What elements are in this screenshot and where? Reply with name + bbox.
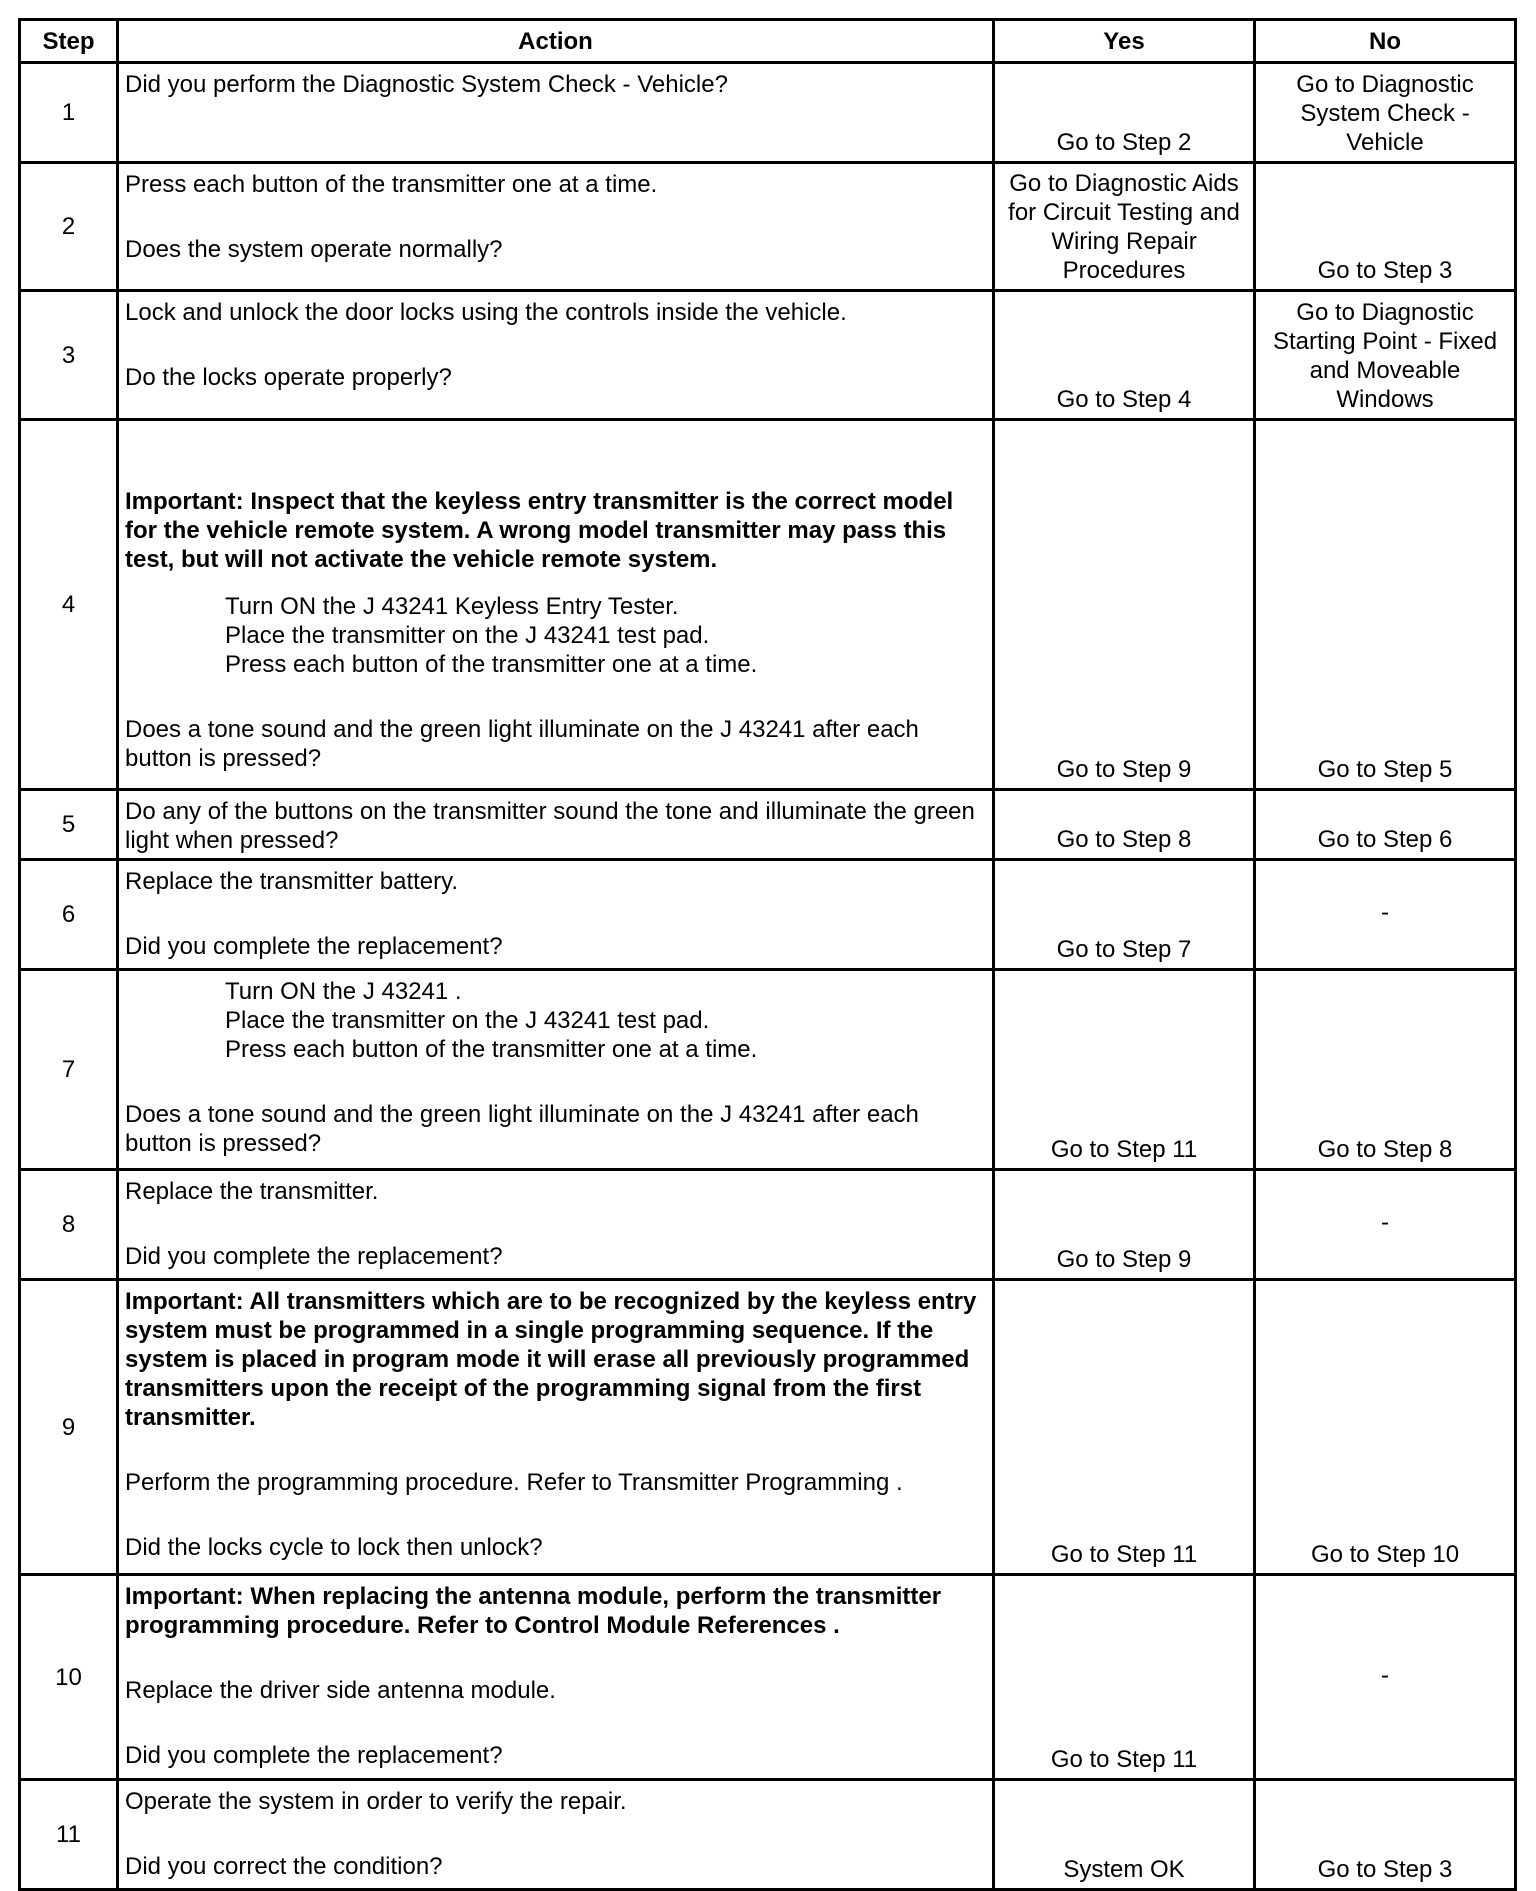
- diagnostic-table: [18, 18, 1517, 1891]
- action-text: Perform the programming procedure. Refer to Transmitter Programming .: [125, 1469, 903, 1496]
- important-note: Important: Inspect that the keyless entry transmitter is the correct model for the vehicle remote system. A wrong model transmitter may pass this test, but will not activate the vehicle remote system.: [125, 488, 954, 573]
- table-row: [20, 1575, 1516, 1780]
- table-row: [20, 1280, 1516, 1575]
- header-step: Step: [20, 20, 118, 63]
- action-text: Replace the transmitter battery.: [125, 868, 459, 895]
- table-row: [20, 790, 1516, 860]
- action-cell: [118, 1780, 994, 1890]
- yes-cell: Go to Step 8: [994, 790, 1255, 860]
- yes-cell: Go to Step 9: [994, 1170, 1255, 1280]
- table-row: [20, 1170, 1516, 1280]
- yes-cell: Go to Step 11: [994, 1280, 1255, 1575]
- action-question: Do the locks operate properly?: [125, 364, 452, 391]
- action-text: Replace the transmitter.: [125, 1178, 379, 1205]
- table-row: [20, 163, 1516, 291]
- table-row: [20, 291, 1516, 420]
- step-number: 5: [20, 790, 118, 860]
- no-cell: -: [1255, 1575, 1516, 1780]
- important-note: Important: When replacing the antenna module, perform the transmitter programming procedure. Refer to Control Module References .: [125, 1583, 942, 1639]
- no-cell: Go to Step 6: [1255, 790, 1516, 860]
- action-cell: [118, 163, 994, 291]
- table-row: [20, 860, 1516, 970]
- no-cell: Go to Diagnostic Starting Point - Fixed and Moveable Windows: [1255, 291, 1516, 420]
- instruction-line: Place the transmitter on the J 43241 test pad.: [225, 1007, 710, 1034]
- step-number: 7: [20, 970, 118, 1170]
- action-cell: [118, 291, 994, 420]
- action-cell: [118, 63, 994, 163]
- action-question: Did you perform the Diagnostic System Check - Vehicle?: [125, 71, 728, 98]
- step-number: 9: [20, 1280, 118, 1575]
- instruction-line: Turn ON the J 43241 Keyless Entry Tester.: [225, 593, 679, 620]
- instruction-line: Press each button of the transmitter one at a time.: [225, 651, 758, 678]
- table-row: [20, 63, 1516, 163]
- header-yes: Yes: [994, 20, 1255, 63]
- step-number: 4: [20, 420, 118, 790]
- action-cell: [118, 1170, 994, 1280]
- step-number: 8: [20, 1170, 118, 1280]
- yes-cell: System OK: [994, 1780, 1255, 1890]
- action-question: Did you correct the condition?: [125, 1853, 443, 1880]
- no-cell: Go to Step 5: [1255, 420, 1516, 790]
- action-question: Does the system operate normally?: [125, 236, 503, 263]
- no-cell: Go to Step 8: [1255, 970, 1516, 1170]
- yes-cell: Go to Step 4: [994, 291, 1255, 420]
- action-question: Does a tone sound and the green light illuminate on the J 43241 after each button is pressed?: [125, 716, 919, 772]
- yes-cell: Go to Diagnostic Aids for Circuit Testing and Wiring Repair Procedures: [994, 163, 1255, 291]
- yes-cell: Go to Step 11: [994, 1575, 1255, 1780]
- action-cell: [118, 420, 994, 790]
- step-number: 3: [20, 291, 118, 420]
- no-cell: Go to Step 10: [1255, 1280, 1516, 1575]
- header-row: [20, 20, 1516, 63]
- yes-cell: Go to Step 7: [994, 860, 1255, 970]
- no-cell: Go to Step 3: [1255, 163, 1516, 291]
- instruction-line: Press each button of the transmitter one at a time.: [225, 1036, 758, 1063]
- step-number: 1: [20, 63, 118, 163]
- important-note: Important: All transmitters which are to be recognized by the keyless entry system must be programmed in a single programming sequence. If the system is placed in program mode it will erase all previously programmed transmitters upon the receipt of the programming signal from the first transmitter.: [125, 1288, 977, 1431]
- action-text: Replace the driver side antenna module.: [125, 1677, 556, 1704]
- no-cell: Go to Diagnostic System Check - Vehicle: [1255, 63, 1516, 163]
- table-row: [20, 1780, 1516, 1890]
- step-number: 6: [20, 860, 118, 970]
- action-text: Lock and unlock the door locks using the controls inside the vehicle.: [125, 299, 847, 326]
- action-question: Does a tone sound and the green light illuminate on the J 43241 after each button is pressed?: [125, 1101, 919, 1157]
- no-cell: -: [1255, 1170, 1516, 1280]
- action-cell: [118, 970, 994, 1170]
- action-question: Did you complete the replacement?: [125, 1742, 503, 1769]
- yes-cell: Go to Step 2: [994, 63, 1255, 163]
- action-question: Did the locks cycle to lock then unlock?: [125, 1534, 543, 1561]
- header-action: Action: [118, 20, 994, 63]
- action-cell: [118, 1280, 994, 1575]
- action-cell: [118, 790, 994, 860]
- no-cell: -: [1255, 860, 1516, 970]
- table-row: [20, 420, 1516, 790]
- step-number: 11: [20, 1780, 118, 1890]
- step-number: 2: [20, 163, 118, 291]
- action-question: Did you complete the replacement?: [125, 1243, 503, 1270]
- action-cell: [118, 860, 994, 970]
- action-question: Did you complete the replacement?: [125, 933, 503, 960]
- yes-cell: Go to Step 11: [994, 970, 1255, 1170]
- yes-cell: Go to Step 9: [994, 420, 1255, 790]
- action-text: Press each button of the transmitter one at a time.: [125, 171, 658, 198]
- action-text: Operate the system in order to verify the repair.: [125, 1788, 627, 1815]
- instruction-line: Turn ON the J 43241 .: [225, 978, 462, 1005]
- step-number: 10: [20, 1575, 118, 1780]
- table-row: [20, 970, 1516, 1170]
- header-no: No: [1255, 20, 1516, 63]
- instruction-line: Place the transmitter on the J 43241 test pad.: [225, 622, 710, 649]
- no-cell: Go to Step 3: [1255, 1780, 1516, 1890]
- action-question: Do any of the buttons on the transmitter sound the tone and illuminate the green light when pressed?: [125, 798, 975, 854]
- action-cell: [118, 1575, 994, 1780]
